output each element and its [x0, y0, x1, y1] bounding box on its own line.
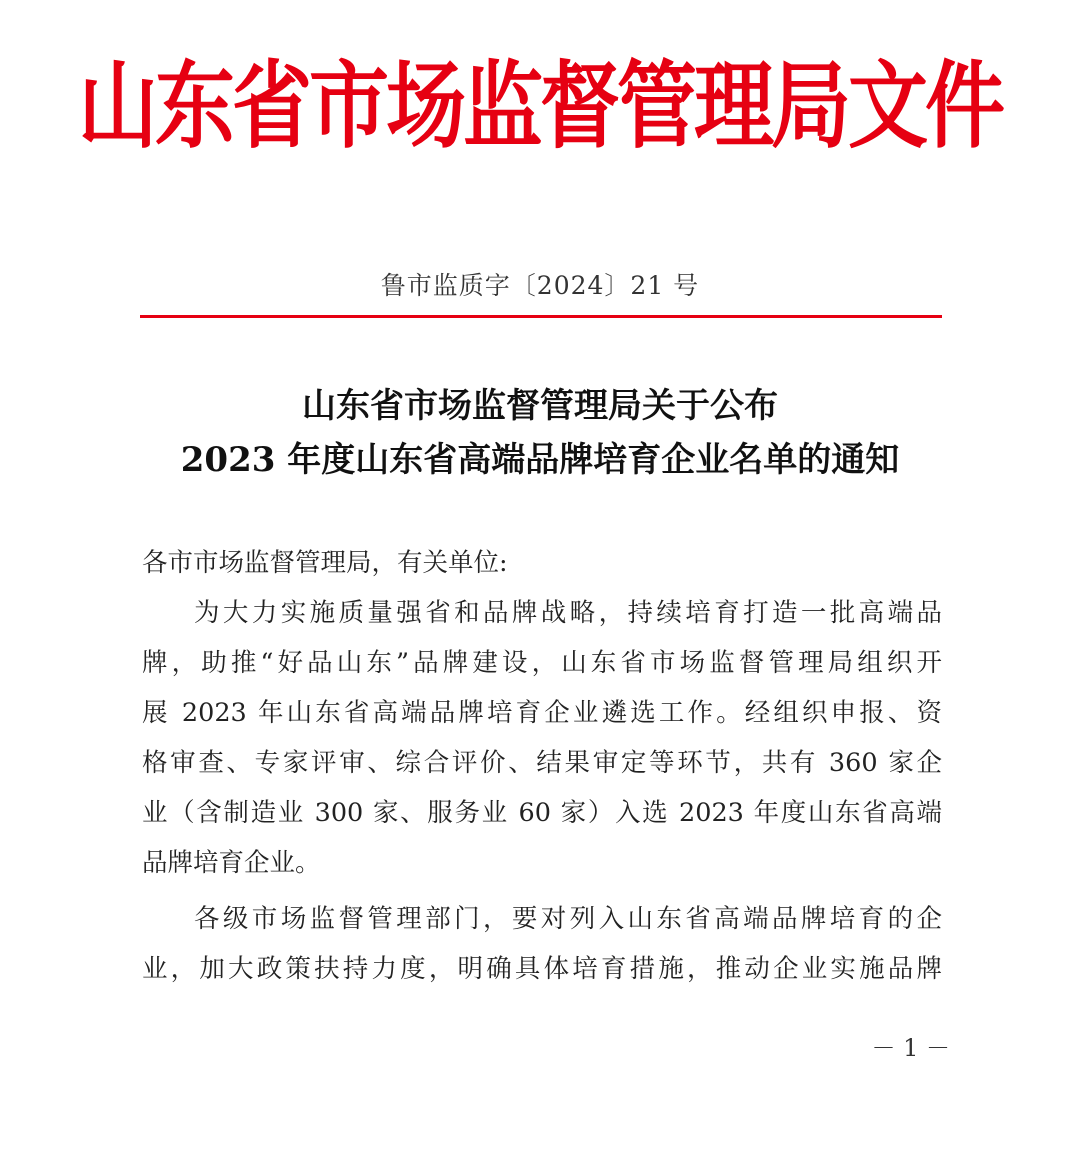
red-divider-line — [140, 315, 942, 318]
paragraph-1-line-2: 牌，助推“好品山东”品牌建设，山东省市场监督管理局组织开 — [142, 648, 942, 678]
paragraph-1-line-3: 展 2023 年山东省高端品牌培育企业遴选工作。经组织申报、资 — [142, 698, 942, 728]
document-number: 鲁市监质字〔2024〕21 号 — [380, 271, 700, 300]
paragraph-1-line-4: 格审查、专家评审、综合评价、结果审定等环节，共有 360 家企 — [142, 748, 942, 778]
notice-title-line-2: 2023 年度山东省高端品牌培育企业名单的通知 — [180, 440, 900, 480]
page-number: － 1 － — [871, 1034, 950, 1062]
paragraph-2-line-2: 业，加大政策扶持力度，明确具体培育措施，推动企业实施品牌 — [142, 954, 942, 984]
salutation: 各市市场监督管理局，有关单位: — [142, 548, 508, 578]
paragraph-1-line-5: 业（含制造业 300 家、服务业 60 家）入选 2023 年度山东省高端 — [142, 798, 942, 828]
paragraph-1-line-6: 品牌培育企业。 — [142, 848, 321, 878]
paragraph-2-line-1: 各级市场监督管理部门，要对列入山东省高端品牌培育的企 — [194, 904, 942, 934]
document-masthead: 山东省市场监督管理局文件 — [78, 50, 1002, 161]
paragraph-1-line-1: 为大力实施质量强省和品牌战略，持续培育打造一批高端品 — [194, 598, 942, 628]
notice-title-line-1: 山东省市场监督管理局关于公布 — [302, 386, 778, 426]
